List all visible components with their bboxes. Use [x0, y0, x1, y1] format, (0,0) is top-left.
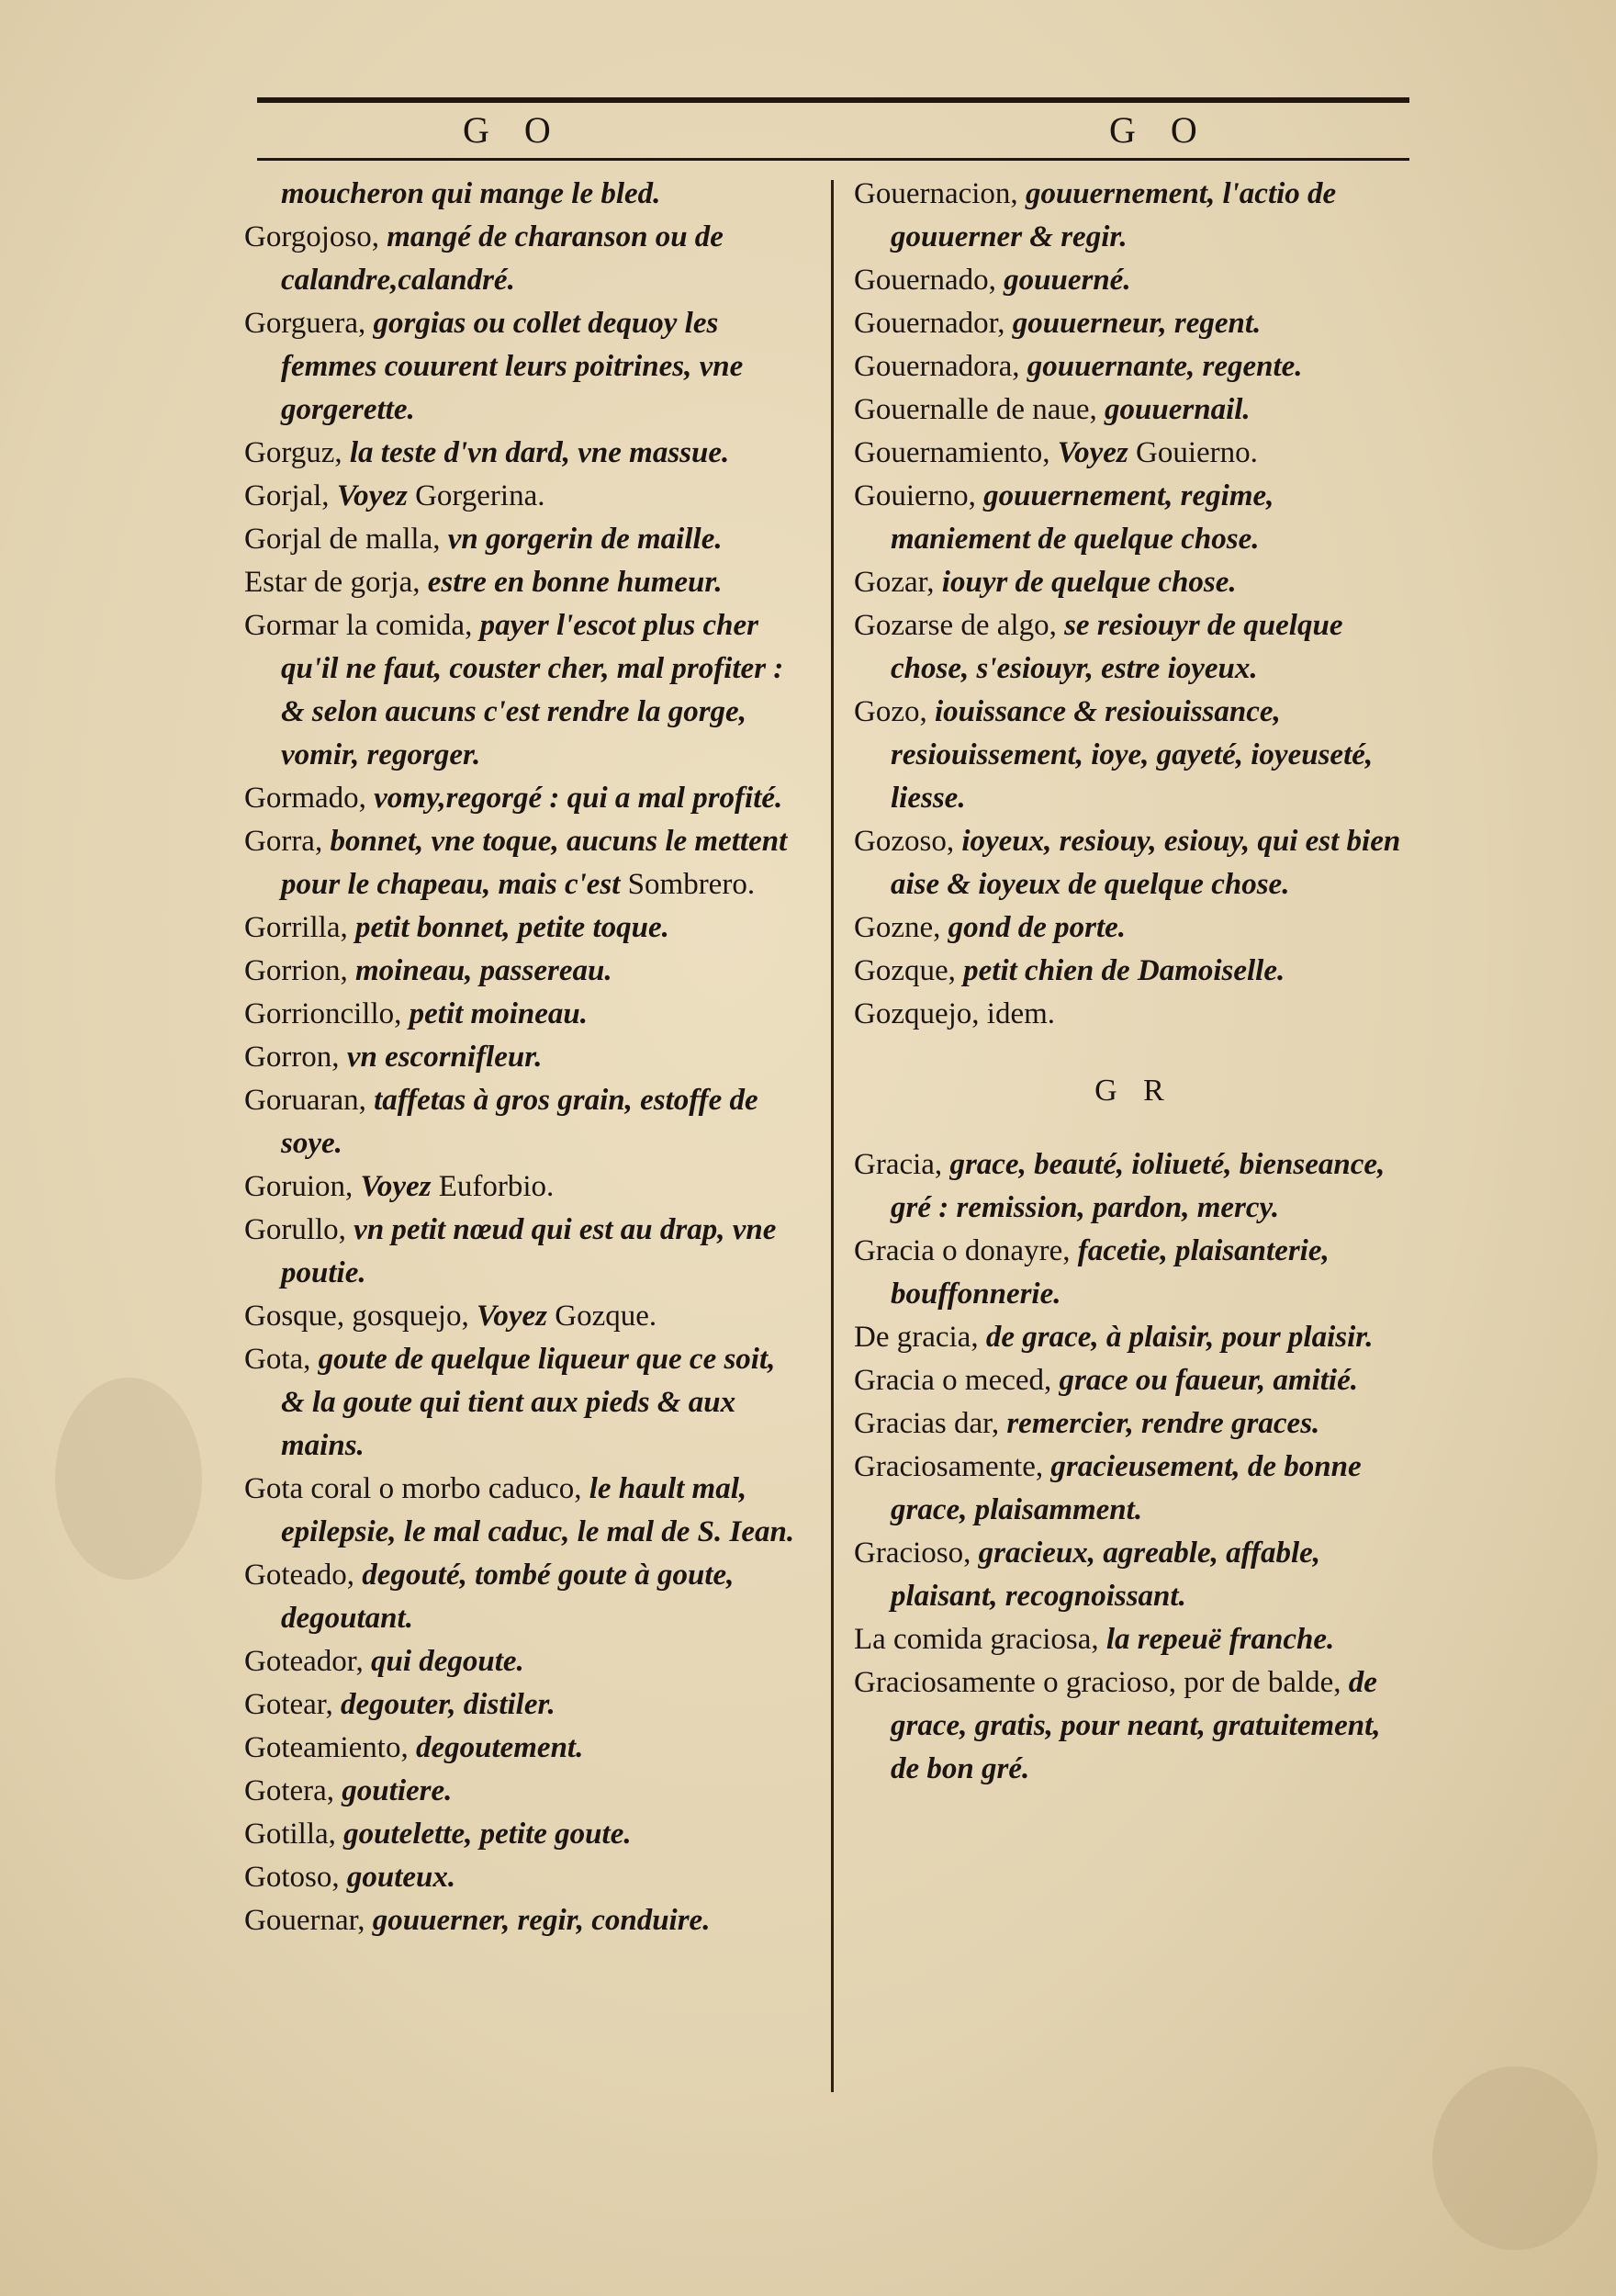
dictionary-entry — [244, 1036, 804, 1079]
entry-translation: le hault mal, epilepsie, le mal caduc, le mal de S. Iean. — [281, 1472, 795, 1548]
entry-headword: Gota coral o morbo caduco, — [244, 1472, 582, 1505]
column-divider — [831, 180, 834, 2092]
dictionary-entry — [244, 173, 804, 216]
entry-headword: Gotera, — [244, 1774, 335, 1807]
entry-translation: gouuernante, regente. — [1027, 350, 1303, 383]
entry-headword: Gracioso, — [854, 1536, 971, 1570]
entry-translation: vn gorgerin de maille. — [447, 523, 723, 556]
entry-headword: Gorrion, — [244, 954, 348, 987]
entry-headword: Gozoso, — [854, 825, 955, 858]
entry-headword: Gozquejo, idem. — [854, 997, 1056, 1030]
entry-headword: Gota, — [244, 1343, 311, 1376]
entry-headword: Gouernador, — [854, 307, 1005, 340]
entry-headword: Gorjal, — [244, 479, 330, 512]
dictionary-entry — [244, 518, 804, 561]
entry-translation: goutelette, petite goute. — [343, 1818, 632, 1851]
dictionary-entry — [854, 1316, 1414, 1359]
dictionary-entry — [244, 777, 804, 820]
dictionary-entry — [854, 475, 1414, 561]
dictionary-entry — [854, 1446, 1414, 1532]
dictionary-entry — [244, 1209, 804, 1295]
entry-translation: moucheron qui mange le bled. — [281, 177, 661, 210]
entry-translation: gouteux. — [346, 1861, 456, 1894]
entry-translation: Voyez — [1057, 436, 1128, 469]
dictionary-entry — [244, 432, 804, 475]
dictionary-entry — [854, 259, 1414, 302]
dictionary-entry — [854, 302, 1414, 345]
entry-translation: de grace, à plaisir, pour plaisir. — [985, 1321, 1374, 1354]
right-entry-list-2 — [854, 1143, 1414, 1791]
entry-crossref: Gozque. — [555, 1300, 657, 1333]
dictionary-entry — [854, 1618, 1414, 1661]
entry-headword: Gozarse de algo, — [854, 609, 1057, 642]
entry-headword: Goruion, — [244, 1170, 354, 1203]
entry-headword: Gozne, — [854, 911, 941, 944]
dictionary-entry — [244, 1640, 804, 1683]
dictionary-entry — [244, 1727, 804, 1770]
entry-headword: Gorra, — [244, 825, 323, 858]
entry-translation: payer l'escot plus cher qu'il ne faut, couster cher, mal profiter : & selon aucuns c'est rendre la gorge, vomir, regorger. — [281, 609, 784, 771]
entry-translation: vn petit nœud qui est au drap, vne poutie. — [281, 1213, 777, 1289]
dictionary-entry — [244, 302, 804, 432]
dictionary-entry — [244, 1554, 804, 1640]
entry-translation: gouuerneur, regent. — [1012, 307, 1262, 340]
entry-headword: Gouernacion, — [854, 177, 1018, 210]
dictionary-entry — [244, 1899, 804, 1942]
entry-crossref: Sombrero. — [627, 868, 756, 901]
left-entry-list — [244, 173, 804, 1942]
entry-headword: Gouernado, — [854, 264, 996, 297]
entry-headword: La comida graciosa, — [854, 1623, 1099, 1656]
entry-headword: Gorullo, — [244, 1213, 346, 1246]
entry-translation: de grace, gratis, pour neant, gratuitement, de bon gré. — [891, 1666, 1381, 1785]
entry-translation: gouuernement, l'actio de gouuerner & regir. — [891, 177, 1337, 253]
entry-translation: iouissance & resiouissance, resiouissement, ioye, gayeté, ioyeuseté, liesse. — [891, 695, 1374, 815]
dictionary-entry — [244, 1079, 804, 1165]
entry-headword: Gracia, — [854, 1148, 943, 1181]
dictionary-entry — [854, 173, 1414, 259]
entry-headword: Gouernamiento, — [854, 436, 1050, 469]
entry-translation: se resiouyr de quelque chose, s'esiouyr, estre ioyeux. — [891, 609, 1343, 685]
right-entry-list — [854, 173, 1414, 1036]
entry-translation: gracieusement, de bonne grace, plaisamment. — [891, 1450, 1362, 1526]
entry-headword: Graciosamente o gracioso, por de balde, — [854, 1666, 1341, 1699]
entry-headword: Goruaran, — [244, 1084, 366, 1117]
entry-translation: gorgias ou collet dequoy les femmes couurent leurs poitrines, vne gorgerette. — [281, 307, 744, 426]
entry-headword: Gorgojoso, — [244, 220, 379, 253]
entry-translation: Voyez — [476, 1300, 547, 1333]
entry-headword: Graciosamente, — [854, 1450, 1044, 1483]
entry-translation: gond de porte. — [948, 911, 1127, 944]
entry-translation: Voyez — [360, 1170, 432, 1203]
entry-translation: mangé de charanson ou de calandre,calandré. — [281, 220, 724, 297]
entry-translation: estre en bonne humeur. — [427, 566, 723, 599]
entry-headword: Gorguera, — [244, 307, 366, 340]
left-column — [244, 173, 804, 1942]
dictionary-entry — [854, 691, 1414, 820]
entry-translation: gouuerné. — [1004, 264, 1131, 297]
entry-translation: ioyeux, resiouy, esiouy, qui est bien aise & ioyeux de quelque chose. — [891, 825, 1401, 901]
entry-headword: Gozo, — [854, 695, 927, 728]
entry-headword: Gotear, — [244, 1688, 333, 1721]
dictionary-entry — [854, 1143, 1414, 1230]
entry-translation: gouuernement, regime, maniement de quelque chose. — [891, 479, 1274, 556]
running-head-left: G O — [463, 109, 564, 151]
entry-headword: Gorrioncillo, — [244, 997, 402, 1030]
dictionary-entry — [854, 432, 1414, 475]
dictionary-entry — [244, 906, 804, 950]
dictionary-entry — [854, 345, 1414, 388]
dictionary-entry — [854, 561, 1414, 604]
entry-translation: petit moineau. — [409, 997, 588, 1030]
dictionary-entry — [244, 1770, 804, 1813]
entry-headword: Goteamiento, — [244, 1731, 409, 1764]
dictionary-entry — [244, 1683, 804, 1727]
entry-headword: Gorrilla, — [244, 911, 348, 944]
entry-translation: grace, beauté, ioliueté, bienseance, gré : remission, pardon, mercy. — [891, 1148, 1386, 1224]
dictionary-entry — [244, 561, 804, 604]
dictionary-entry — [244, 950, 804, 993]
entry-translation: bonnet, vne toque, aucuns le mettent pour le chapeau, mais c'est — [281, 825, 788, 901]
entry-headword: Gouernalle de naue, — [854, 393, 1097, 426]
entry-translation: gouuerner, regir, conduire. — [372, 1904, 711, 1937]
entry-translation: la repeuë franche. — [1105, 1623, 1335, 1656]
entry-headword: Goteador, — [244, 1645, 364, 1678]
entry-crossref: Gorgerina. — [415, 479, 545, 512]
entry-translation: Voyez — [336, 479, 408, 512]
dictionary-entry — [854, 604, 1414, 691]
entry-headword: Gouernadora, — [854, 350, 1020, 383]
entry-translation: degoutement. — [415, 1731, 584, 1764]
entry-headword: Gotoso, — [244, 1861, 340, 1894]
entry-translation: iouyr de quelque chose. — [941, 566, 1237, 599]
entry-translation: qui degoute. — [370, 1645, 524, 1678]
dictionary-entry — [854, 1402, 1414, 1446]
entry-translation: taffetas à gros grain, estoffe de soye. — [281, 1084, 758, 1160]
dictionary-entry — [854, 1532, 1414, 1618]
paper-stain — [55, 1378, 202, 1580]
entry-translation: gracieux, agreable, affable, plaisant, recognoissant. — [891, 1536, 1321, 1613]
entry-headword: Gozque, — [854, 954, 956, 987]
entry-headword: Estar de gorja, — [244, 566, 421, 599]
dictionary-entry — [854, 1230, 1414, 1316]
entry-headword: Gorguz, — [244, 436, 342, 469]
entry-crossref: Euforbio. — [438, 1170, 555, 1203]
dictionary-entry — [244, 475, 804, 518]
entry-translation: petit chien de Damoiselle. — [963, 954, 1285, 987]
dictionary-entry — [244, 1165, 804, 1209]
entry-translation: goutiere. — [342, 1774, 453, 1807]
dictionary-entry — [244, 1813, 804, 1856]
entry-translation: vomy,regorgé : qui a mal profité. — [374, 782, 783, 815]
dictionary-entry — [854, 950, 1414, 993]
entry-headword: De gracia, — [854, 1321, 979, 1354]
entry-translation: petit bonnet, petite toque. — [354, 911, 669, 944]
entry-headword: Gormar la comida, — [244, 609, 473, 642]
entry-translation: degouté, tombé goute à goute, degoutant. — [281, 1559, 735, 1635]
entry-headword: Gorjal de malla, — [244, 523, 441, 556]
section-heading: G R — [1094, 1074, 1173, 1108]
entry-headword: Gouierno, — [854, 479, 976, 512]
entry-headword: Gotilla, — [244, 1818, 336, 1851]
dictionary-entry — [244, 993, 804, 1036]
dictionary-entry — [244, 1295, 804, 1338]
entry-headword: Gosque, gosquejo, — [244, 1300, 469, 1333]
entry-translation: goute de quelque liqueur que ce soit, & la goute qui tient aux pieds & aux mains. — [281, 1343, 776, 1462]
entry-translation: remercier, rendre graces. — [1006, 1407, 1320, 1440]
entry-translation: facetie, plaisanterie, bouffonnerie. — [891, 1234, 1330, 1311]
dictionary-entry — [244, 1856, 804, 1899]
entry-headword: Gorron, — [244, 1041, 340, 1074]
entry-headword: Gormado, — [244, 782, 366, 815]
right-column — [854, 173, 1414, 1791]
header-underline — [257, 158, 1409, 161]
dictionary-entry — [244, 1468, 804, 1554]
entry-crossref: Gouierno. — [1136, 436, 1258, 469]
entry-translation: moineau, passereau. — [354, 954, 612, 987]
dictionary-entry — [244, 216, 804, 302]
dictionary-entry — [244, 1338, 804, 1468]
entry-headword: Gracias dar, — [854, 1407, 1000, 1440]
dictionary-entry — [854, 820, 1414, 906]
dictionary-entry — [244, 820, 804, 906]
entry-headword: Gouernar, — [244, 1904, 365, 1937]
entry-translation: gouuernail. — [1105, 393, 1251, 426]
entry-headword: Gozar, — [854, 566, 935, 599]
dictionary-entry — [854, 993, 1414, 1036]
header-rule — [257, 97, 1409, 103]
entry-translation: la teste d'vn dard, vne massue. — [349, 436, 730, 469]
dictionary-entry — [244, 604, 804, 777]
entry-translation: vn escornifleur. — [346, 1041, 543, 1074]
entry-translation: grace ou faueur, amitié. — [1059, 1364, 1358, 1397]
dictionary-entry — [854, 388, 1414, 432]
entry-headword: Gracia o meced, — [854, 1364, 1052, 1397]
dictionary-entry — [854, 1359, 1414, 1402]
entry-headword: Goteado, — [244, 1559, 355, 1592]
dictionary-entry — [854, 1661, 1414, 1791]
entry-translation: degouter, distiler. — [340, 1688, 556, 1721]
paper-stain — [1432, 2066, 1598, 2250]
running-head-right: G O — [1109, 109, 1210, 151]
dictionary-entry — [854, 906, 1414, 950]
entry-headword: Gracia o donayre, — [854, 1234, 1071, 1267]
